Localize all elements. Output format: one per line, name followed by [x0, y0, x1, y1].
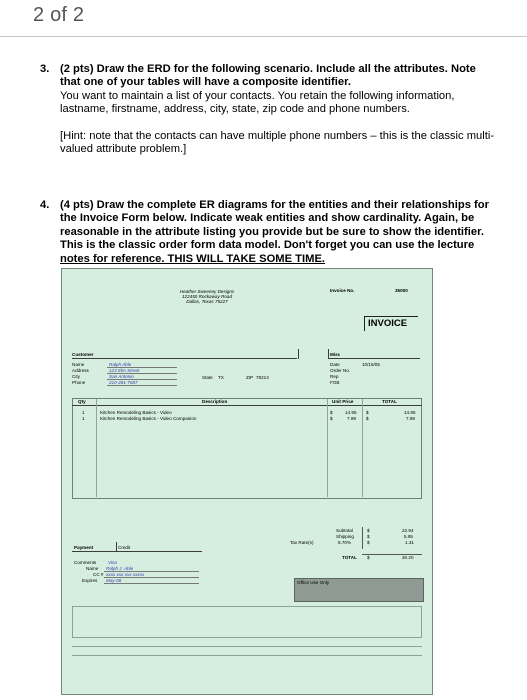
row-total: 14.95	[404, 410, 416, 415]
q4-line4: This is the classic order form data model. Don't forget you can use the lecture	[60, 239, 475, 252]
customer-state: TX	[218, 375, 224, 380]
row-currency: $	[330, 416, 333, 421]
payment-name: Ralph J. Able	[106, 566, 134, 571]
q3-line4: lastname, firstname, address, city, state, zip code and phone numbers.	[60, 103, 410, 116]
misc-date-label: Date	[330, 362, 340, 367]
misc-date: 10/15/05	[362, 362, 380, 367]
row-currency-total: $	[366, 410, 369, 415]
col-total: TOTAL	[382, 399, 397, 404]
q3-hint-line2: valued attribute problem.]	[60, 143, 187, 156]
customer-address: 123 Elm Street	[109, 368, 140, 373]
office-use-label: Office Use Only	[297, 580, 330, 585]
shipping-value: 5.95	[404, 534, 413, 539]
misc-order-no-label: Order No.	[330, 368, 351, 373]
q3-line1: (2 pts) Draw the ERD for the following scenario. Include all the attributes. Note	[60, 63, 476, 75]
row-qty: 1	[82, 416, 85, 421]
tax-rate: 5.70%	[338, 540, 352, 545]
tax-value: 1.31	[405, 540, 414, 545]
invoice-title: INVOICE	[364, 316, 418, 331]
payment-header: Payment	[74, 545, 94, 550]
page-indicator: 2 of 2	[33, 4, 85, 26]
customer-city-label: City	[72, 374, 80, 379]
cc-value: xxxx xxx xxx xxxxx	[106, 572, 145, 577]
expires-value: May-08	[106, 578, 122, 583]
comments-value: Visa	[108, 560, 117, 565]
q4-line2: the Invoice Form below. Indicate weak entities and show cardinality. Again, be	[60, 212, 475, 225]
company-name: Heather Sweeney Designs	[179, 289, 235, 294]
customer-name-label: Name	[72, 362, 85, 367]
customer-phone: 210-281-7687	[109, 380, 138, 385]
expires-label: Expires	[82, 578, 98, 583]
col-qty: Qty	[78, 399, 86, 404]
total-currency: $	[367, 555, 370, 560]
q4-line3: reasonable in the attribute listing you provide but be sure to show the identifier.	[60, 225, 484, 238]
invoice-form	[61, 268, 433, 695]
col-unit-price: Unit Price	[332, 399, 354, 404]
customer-state-label: State	[202, 375, 213, 380]
question-4-number: 4.	[40, 199, 50, 211]
payment-method: Credit	[118, 545, 131, 550]
row-description: Kitchen Remodeling Basics - Video	[100, 410, 172, 415]
bottom-comment-box	[72, 606, 422, 638]
row-total: 7.99	[406, 416, 415, 421]
company-street: 122450 Rockaway Road	[181, 294, 233, 299]
invoice-no-label: Invoice No.	[330, 288, 355, 293]
shipping-label: Shipping	[336, 534, 354, 539]
row-currency-total: $	[366, 416, 369, 421]
customer-zip-label: ZIP	[246, 375, 254, 380]
customer-phone-label: Phone	[72, 380, 86, 385]
misc-rep-label: Rep	[330, 374, 339, 379]
shipping-currency: $	[367, 534, 370, 539]
cc-label: CC #	[93, 572, 104, 577]
invoice-no-value: 35000	[395, 288, 408, 293]
row-unit-price: 7.99	[347, 416, 356, 421]
customer-address-label: Address	[72, 368, 89, 373]
customer-city: San Antonio	[109, 374, 134, 379]
customer-name: Ralph Able	[109, 362, 132, 367]
total-value: 30.20	[402, 555, 414, 560]
subtotal-value: 22.94	[402, 528, 414, 533]
tax-label: Tax Rate(s)	[290, 540, 314, 545]
office-use-box	[294, 578, 424, 602]
q3-line2: that one of your tables will have a composite identifier.	[60, 76, 351, 89]
payment-name-label: Name	[86, 566, 99, 571]
top-divider	[0, 36, 527, 37]
question-3	[40, 63, 520, 163]
subtotal-currency: $	[367, 528, 370, 533]
subtotal-label: Subtotal	[336, 528, 353, 533]
row-currency: $	[330, 410, 333, 415]
q4-line5: notes for reference. THIS WILL TAKE SOME TIME.	[60, 252, 326, 265]
q3-hint-line1: [Hint: note that the contacts can have multiple phone numbers – this is the classic multi-	[60, 129, 495, 142]
total-label: TOTAL	[342, 555, 357, 560]
question-4	[40, 199, 520, 269]
row-description: Kitchen Remodeling Basics - Video Companion	[100, 416, 197, 421]
question-3-number: 3.	[40, 63, 50, 75]
col-description: Description	[202, 399, 228, 404]
row-qty: 1	[82, 410, 85, 415]
company-city: Dallas, Texas 75227	[186, 299, 228, 304]
customer-zip: 78214	[256, 375, 269, 380]
customer-header: Customer	[72, 352, 94, 357]
misc-fob-label: FOB	[330, 380, 340, 385]
q3-line3: You want to maintain a list of your contacts. You retain the following information,	[60, 89, 455, 102]
row-unit-price: 14.95	[345, 410, 357, 415]
comments-label: Comments	[74, 560, 97, 565]
tax-currency: $	[367, 540, 370, 545]
misc-header: Misc	[330, 352, 341, 357]
q4-line1: (4 pts) Draw the complete ER diagrams for the entities and their relationships for	[60, 199, 489, 211]
